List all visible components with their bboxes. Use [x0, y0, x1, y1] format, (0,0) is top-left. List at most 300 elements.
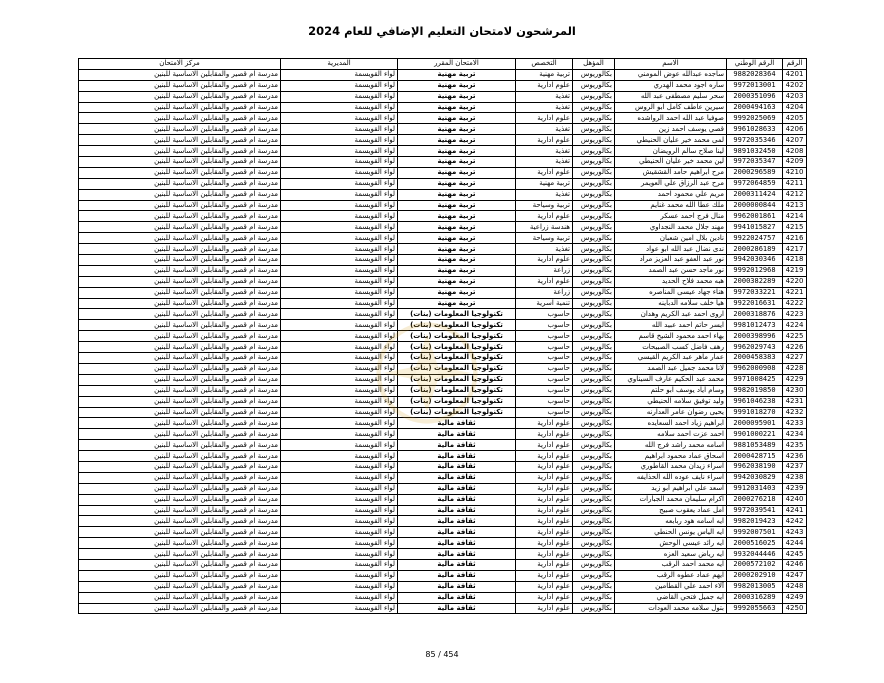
directorate-cell: لواء القويسمة	[281, 407, 398, 418]
national-id-cell: 2000286189	[727, 244, 783, 255]
specialization-cell: علوم ادارية	[516, 570, 573, 581]
qualification-cell: بكالوريوس	[573, 157, 615, 168]
specialization-cell: علوم ادارية	[516, 211, 573, 222]
row-number-cell: 4248	[783, 581, 807, 592]
name-cell: محمد عبد الحكيم عارف السيناوي	[615, 374, 727, 385]
directorate-cell: لواء القويسمة	[281, 91, 398, 102]
national-id-cell: 9982013005	[727, 581, 783, 592]
row-number-cell: 4231	[783, 396, 807, 407]
directorate-cell: لواء القويسمة	[281, 157, 398, 168]
qualification-cell: بكالوريوس	[573, 309, 615, 320]
specialization-cell: حاسوب	[516, 353, 573, 364]
name-cell: ايه جميل فتحي القاضي	[615, 592, 727, 603]
directorate-cell: لواء القويسمة	[281, 516, 398, 527]
qualification-cell: بكالوريوس	[573, 124, 615, 135]
qualification-cell: بكالوريوس	[573, 483, 615, 494]
specialization-cell: علوم ادارية	[516, 472, 573, 483]
national-id-cell: 9882028364	[727, 69, 783, 80]
national-id-cell: 2000202910	[727, 570, 783, 581]
qualification-cell: بكالوريوس	[573, 200, 615, 211]
table-row	[79, 440, 807, 451]
row-number-cell: 4244	[783, 538, 807, 549]
exam-center-cell: مدرسة ام قصير والمقابلين الاساسية للبنين	[79, 418, 281, 429]
exam-center-cell: مدرسة ام قصير والمقابلين الاساسية للبنين	[79, 407, 281, 418]
row-number-cell: 4237	[783, 461, 807, 472]
qualification-cell: بكالوريوس	[573, 538, 615, 549]
exam-center-cell: مدرسة ام قصير والمقابلين الاساسية للبنين	[79, 80, 281, 91]
qualification-cell: بكالوريوس	[573, 549, 615, 560]
specialization-cell: تغذية	[516, 244, 573, 255]
exam-cell: تربية مهنية	[398, 200, 516, 211]
exam-center-cell: مدرسة ام قصير والمقابلين الاساسية للبنين	[79, 527, 281, 538]
exam-center-cell: مدرسة ام قصير والمقابلين الاساسية للبنين	[79, 320, 281, 331]
directorate-cell: لواء القويسمة	[281, 309, 398, 320]
name-cell: ايه رائد عيسى الوحش	[615, 538, 727, 549]
exam-center-cell: مدرسة ام قصير والمقابلين الاساسية للبنين	[79, 396, 281, 407]
table-row	[79, 592, 807, 603]
exam-cell: تربية مهنية	[398, 287, 516, 298]
name-cell: ايه محمد احمد الرقب	[615, 559, 727, 570]
directorate-cell: لواء القويسمة	[281, 167, 398, 178]
row-number-cell: 4218	[783, 255, 807, 266]
qualification-cell: بكالوريوس	[573, 265, 615, 276]
exam-cell: تربية مهنية	[398, 167, 516, 178]
specialization-cell: تغذية	[516, 91, 573, 102]
national-id-cell: 9932044446	[727, 549, 783, 560]
table-row	[79, 385, 807, 396]
exam-center-cell: مدرسة ام قصير والمقابلين الاساسية للبنين	[79, 516, 281, 527]
directorate-cell: لواء القويسمة	[281, 505, 398, 516]
national-id-cell: 9962000908	[727, 363, 783, 374]
exam-cell: تكنولوجيا المعلومات (بنات)	[398, 385, 516, 396]
qualification-cell: بكالوريوس	[573, 233, 615, 244]
table-row	[79, 320, 807, 331]
specialization-cell: علوم ادارية	[516, 461, 573, 472]
national-id-cell: 9962001861	[727, 211, 783, 222]
table-row	[79, 69, 807, 80]
qualification-cell: بكالوريوس	[573, 527, 615, 538]
directorate-cell: لواء القويسمة	[281, 200, 398, 211]
qualification-cell: بكالوريوس	[573, 135, 615, 146]
row-number-cell: 4224	[783, 320, 807, 331]
row-number-cell: 4239	[783, 483, 807, 494]
specialization-cell: تربية وسياحة	[516, 200, 573, 211]
exam-center-cell: مدرسة ام قصير والمقابلين الاساسية للبنين	[79, 146, 281, 157]
specialization-cell: زراعة	[516, 265, 573, 276]
exam-center-cell: مدرسة ام قصير والمقابلين الاساسية للبنين	[79, 353, 281, 364]
exam-cell: ثقافة مالية	[398, 472, 516, 483]
national-id-cell: 9962038190	[727, 461, 783, 472]
qualification-cell: بكالوريوس	[573, 91, 615, 102]
table-row	[79, 603, 807, 614]
exam-center-cell: مدرسة ام قصير والمقابلين الاساسية للبنين	[79, 255, 281, 266]
name-cell: قصي يوسف احمد زين	[615, 124, 727, 135]
national-id-cell: 2000572102	[727, 559, 783, 570]
qualification-cell: بكالوريوس	[573, 494, 615, 505]
national-id-cell: 9971008425	[727, 374, 783, 385]
exam-center-cell: مدرسة ام قصير والمقابلين الاساسية للبنين	[79, 91, 281, 102]
specialization-cell: تربية مهنية	[516, 69, 573, 80]
exam-cell: تكنولوجيا المعلومات (بنات)	[398, 363, 516, 374]
name-cell: آلاء احمد علي القطامين	[615, 581, 727, 592]
page-title: المرشحون لامتحان التعليم الإضافي للعام 2024	[308, 24, 576, 38]
header-name: الاسم	[615, 59, 727, 70]
row-number-cell: 4240	[783, 494, 807, 505]
qualification-cell: بكالوريوس	[573, 331, 615, 342]
qualification-cell: بكالوريوس	[573, 451, 615, 462]
exam-center-cell: مدرسة ام قصير والمقابلين الاساسية للبنين	[79, 494, 281, 505]
row-number-cell: 4207	[783, 135, 807, 146]
name-cell: هبه محمد فلاح الحديد	[615, 276, 727, 287]
national-id-cell: 9941015827	[727, 222, 783, 233]
directorate-cell: لواء القويسمة	[281, 494, 398, 505]
national-id-cell: 9992007501	[727, 527, 783, 538]
qualification-cell: بكالوريوس	[573, 167, 615, 178]
directorate-cell: لواء القويسمة	[281, 244, 398, 255]
row-number-cell: 4238	[783, 472, 807, 483]
directorate-cell: لواء القويسمة	[281, 69, 398, 80]
row-number-cell: 4220	[783, 276, 807, 287]
national-id-cell: 9972013001	[727, 80, 783, 91]
national-id-cell: 2000311424	[727, 189, 783, 200]
row-number-cell: 4205	[783, 113, 807, 124]
row-number-cell: 4245	[783, 549, 807, 560]
national-id-cell: 9922024757	[727, 233, 783, 244]
directorate-cell: لواء القويسمة	[281, 135, 398, 146]
table-row	[79, 516, 807, 527]
exam-cell: تربية مهنية	[398, 244, 516, 255]
name-cell: ايه اسامه هود ربابعه	[615, 516, 727, 527]
exam-cell: تربية مهنية	[398, 146, 516, 157]
specialization-cell: حاسوب	[516, 396, 573, 407]
directorate-cell: لواء القويسمة	[281, 320, 398, 331]
directorate-cell: لواء القويسمة	[281, 451, 398, 462]
directorate-cell: لواء القويسمة	[281, 287, 398, 298]
table-row	[79, 113, 807, 124]
name-cell: ايه رياض سعيد العزه	[615, 549, 727, 560]
row-number-cell: 4222	[783, 298, 807, 309]
row-number-cell: 4230	[783, 385, 807, 396]
exam-cell: ثقافة مالية	[398, 461, 516, 472]
directorate-cell: لواء القويسمة	[281, 396, 398, 407]
table-row	[79, 102, 807, 113]
exam-cell: ثقافة مالية	[398, 570, 516, 581]
exam-center-cell: مدرسة ام قصير والمقابلين الاساسية للبنين	[79, 570, 281, 581]
row-number-cell: 4225	[783, 331, 807, 342]
specialization-cell: علوم ادارية	[516, 418, 573, 429]
exam-center-cell: مدرسة ام قصير والمقابلين الاساسية للبنين	[79, 538, 281, 549]
exam-center-cell: مدرسة ام قصير والمقابلين الاساسية للبنين	[79, 102, 281, 113]
directorate-cell: لواء القويسمة	[281, 581, 398, 592]
header-national-id: الرقم الوطني	[727, 59, 783, 70]
exam-center-cell: مدرسة ام قصير والمقابلين الاساسية للبنين	[79, 69, 281, 80]
exam-center-cell: مدرسة ام قصير والمقابلين الاساسية للبنين	[79, 189, 281, 200]
specialization-cell: تنمية اسرية	[516, 298, 573, 309]
row-number-cell: 4210	[783, 167, 807, 178]
table-row	[79, 331, 807, 342]
directorate-cell: لواء القويسمة	[281, 363, 398, 374]
row-number-cell: 4229	[783, 374, 807, 385]
exam-cell: تربية مهنية	[398, 102, 516, 113]
national-id-cell: 9942030346	[727, 255, 783, 266]
table-row	[79, 157, 807, 168]
name-cell: هناء جهاد عيسى المناصره	[615, 287, 727, 298]
name-cell: بتول سلامه محمد العودات	[615, 603, 727, 614]
exam-center-cell: مدرسة ام قصير والمقابلين الاساسية للبنين	[79, 309, 281, 320]
name-cell: اسامه محمد راشد فرج الله	[615, 440, 727, 451]
national-id-cell: 9922016631	[727, 298, 783, 309]
qualification-cell: بكالوريوس	[573, 418, 615, 429]
row-number-cell: 4242	[783, 516, 807, 527]
table-row	[79, 244, 807, 255]
exam-cell: تكنولوجيا المعلومات (بنات)	[398, 396, 516, 407]
national-id-cell: 9962029743	[727, 342, 783, 353]
directorate-cell: لواء القويسمة	[281, 549, 398, 560]
name-cell: احمد عزت احمد سلامه	[615, 429, 727, 440]
specialization-cell: حاسوب	[516, 407, 573, 418]
directorate-cell: لواء القويسمة	[281, 342, 398, 353]
national-id-cell: 2000458383	[727, 353, 783, 364]
qualification-cell: بكالوريوس	[573, 603, 615, 614]
exam-cell: تربية مهنية	[398, 265, 516, 276]
exam-cell: تربية مهنية	[398, 124, 516, 135]
name-cell: هيا خلف سلامه الدباينه	[615, 298, 727, 309]
qualification-cell: بكالوريوس	[573, 461, 615, 472]
table-row	[79, 472, 807, 483]
exam-cell: تكنولوجيا المعلومات (بنات)	[398, 309, 516, 320]
name-cell: مرح ابراهيم حامد القشقيش	[615, 167, 727, 178]
exam-center-cell: مدرسة ام قصير والمقابلين الاساسية للبنين	[79, 113, 281, 124]
exam-center-cell: مدرسة ام قصير والمقابلين الاساسية للبنين	[79, 276, 281, 287]
table-row	[79, 494, 807, 505]
national-id-cell: 2000382289	[727, 276, 783, 287]
national-id-cell: 9972035347	[727, 157, 783, 168]
exam-center-cell: مدرسة ام قصير والمقابلين الاساسية للبنين	[79, 374, 281, 385]
row-number-cell: 4203	[783, 91, 807, 102]
header-qualification: المؤهل	[573, 59, 615, 70]
national-id-cell: 9992055663	[727, 603, 783, 614]
table-row	[79, 189, 807, 200]
national-id-cell: 9982019423	[727, 516, 783, 527]
specialization-cell: تربية مهنية	[516, 178, 573, 189]
exam-cell: ثقافة مالية	[398, 451, 516, 462]
row-number-cell: 4249	[783, 592, 807, 603]
national-id-cell: 2000351096	[727, 91, 783, 102]
national-id-cell: 9991018270	[727, 407, 783, 418]
qualification-cell: بكالوريوس	[573, 287, 615, 298]
row-number-cell: 4216	[783, 233, 807, 244]
qualification-cell: بكالوريوس	[573, 102, 615, 113]
qualification-cell: بكالوريوس	[573, 222, 615, 233]
table-row	[79, 353, 807, 364]
name-cell: مرح عبد الرزاق علي العويمر	[615, 178, 727, 189]
national-id-cell: 2000296589	[727, 167, 783, 178]
exam-cell: ثقافة مالية	[398, 516, 516, 527]
specialization-cell: تغذية	[516, 157, 573, 168]
qualification-cell: بكالوريوس	[573, 559, 615, 570]
header-exam: الامتحان المقرر	[398, 59, 516, 70]
directorate-cell: لواء القويسمة	[281, 80, 398, 91]
qualification-cell: بكالوريوس	[573, 189, 615, 200]
specialization-cell: تغذية	[516, 102, 573, 113]
name-cell: اسحاق عماد محمود ابراهيم	[615, 451, 727, 462]
exam-cell: ثقافة مالية	[398, 538, 516, 549]
name-cell: رهف فاضل كسب الصبيحات	[615, 342, 727, 353]
national-id-cell: 9992012968	[727, 265, 783, 276]
row-number-cell: 4204	[783, 102, 807, 113]
national-id-cell: 9972064859	[727, 178, 783, 189]
row-number-cell: 4247	[783, 570, 807, 581]
specialization-cell: علوم ادارية	[516, 113, 573, 124]
specialization-cell: حاسوب	[516, 309, 573, 320]
directorate-cell: لواء القويسمة	[281, 592, 398, 603]
table-row	[79, 276, 807, 287]
specialization-cell: حاسوب	[516, 320, 573, 331]
exam-cell: تربية مهنية	[398, 178, 516, 189]
specialization-cell: علوم ادارية	[516, 603, 573, 614]
directorate-cell: لواء القويسمة	[281, 178, 398, 189]
national-id-cell: 2000318876	[727, 309, 783, 320]
specialization-cell: تغذية	[516, 189, 573, 200]
table-row	[79, 581, 807, 592]
specialization-cell: علوم ادارية	[516, 135, 573, 146]
row-number-cell: 4211	[783, 178, 807, 189]
exam-cell: ثقافة مالية	[398, 429, 516, 440]
qualification-cell: بكالوريوس	[573, 211, 615, 222]
header-specialization: التخصص	[516, 59, 573, 70]
exam-cell: ثقافة مالية	[398, 527, 516, 538]
qualification-cell: بكالوريوس	[573, 113, 615, 124]
directorate-cell: لواء القويسمة	[281, 146, 398, 157]
name-cell: ابراهيم زياد احمد السعايده	[615, 418, 727, 429]
table-row	[79, 461, 807, 472]
exam-cell: ثقافة مالية	[398, 418, 516, 429]
exam-cell: ثقافة مالية	[398, 581, 516, 592]
exam-cell: تربية مهنية	[398, 211, 516, 222]
name-cell: مهند جلال محمد النجداوي	[615, 222, 727, 233]
qualification-cell: بكالوريوس	[573, 342, 615, 353]
row-number-cell: 4250	[783, 603, 807, 614]
exam-cell: ثقافة مالية	[398, 603, 516, 614]
specialization-cell: زراعة	[516, 287, 573, 298]
national-id-cell: 9912031403	[727, 483, 783, 494]
directorate-cell: لواء القويسمة	[281, 331, 398, 342]
qualification-cell: بكالوريوس	[573, 592, 615, 603]
national-id-cell: 9992025069	[727, 113, 783, 124]
row-number-cell: 4212	[783, 189, 807, 200]
table-row	[79, 135, 807, 146]
qualification-cell: بكالوريوس	[573, 353, 615, 364]
name-cell: صوفيا عبد الله احمد الرواشده	[615, 113, 727, 124]
exam-center-cell: مدرسة ام قصير والمقابلين الاساسية للبنين	[79, 124, 281, 135]
directorate-cell: لواء القويسمة	[281, 472, 398, 483]
exam-cell: تربية مهنية	[398, 157, 516, 168]
specialization-cell: علوم ادارية	[516, 581, 573, 592]
specialization-cell: حاسوب	[516, 363, 573, 374]
name-cell: ساجده عبدالله عوض المومني	[615, 69, 727, 80]
exam-cell: تكنولوجيا المعلومات (بنات)	[398, 320, 516, 331]
national-id-cell: 2000516025	[727, 538, 783, 549]
directorate-cell: لواء القويسمة	[281, 603, 398, 614]
exam-cell: تربية مهنية	[398, 298, 516, 309]
name-cell: لين محمد خير عليان الحنيطي	[615, 157, 727, 168]
national-id-cell: 2000398996	[727, 331, 783, 342]
national-id-cell: 2000494163	[727, 102, 783, 113]
national-id-cell: 2000276218	[727, 494, 783, 505]
exam-center-cell: مدرسة ام قصير والمقابلين الاساسية للبنين	[79, 592, 281, 603]
specialization-cell: علوم ادارية	[516, 451, 573, 462]
exam-center-cell: مدرسة ام قصير والمقابلين الاساسية للبنين	[79, 461, 281, 472]
directorate-cell: لواء القويسمة	[281, 233, 398, 244]
exam-center-cell: مدرسة ام قصير والمقابلين الاساسية للبنين	[79, 233, 281, 244]
name-cell: لينا صلاح سالم الرويضان	[615, 146, 727, 157]
table-row	[79, 505, 807, 516]
table-row	[79, 298, 807, 309]
specialization-cell: حاسوب	[516, 374, 573, 385]
exam-center-cell: مدرسة ام قصير والمقابلين الاساسية للبنين	[79, 157, 281, 168]
name-cell: اكرام سليمان محمد الجبارات	[615, 494, 727, 505]
directorate-cell: لواء القويسمة	[281, 527, 398, 538]
national-id-cell: 9881053489	[727, 440, 783, 451]
exam-cell: ثقافة مالية	[398, 592, 516, 603]
specialization-cell: تربية وسياحة	[516, 233, 573, 244]
exam-center-cell: مدرسة ام قصير والمقابلين الاساسية للبنين	[79, 603, 281, 614]
table-row	[79, 167, 807, 178]
name-cell: وليد توفيق سلامه الحنيطي	[615, 396, 727, 407]
exam-center-cell: مدرسة ام قصير والمقابلين الاساسية للبنين	[79, 298, 281, 309]
national-id-cell: 9961028633	[727, 124, 783, 135]
qualification-cell: بكالوريوس	[573, 178, 615, 189]
qualification-cell: بكالوريوس	[573, 80, 615, 91]
exam-cell: ثقافة مالية	[398, 440, 516, 451]
directorate-cell: لواء القويسمة	[281, 461, 398, 472]
exam-cell: تربية مهنية	[398, 113, 516, 124]
row-number-cell: 4234	[783, 429, 807, 440]
directorate-cell: لواء القويسمة	[281, 124, 398, 135]
name-cell: ايه الياس يونس الحنطي	[615, 527, 727, 538]
exam-center-cell: مدرسة ام قصير والمقابلين الاساسية للبنين	[79, 244, 281, 255]
qualification-cell: بكالوريوس	[573, 146, 615, 157]
row-number-cell: 4223	[783, 309, 807, 320]
table-row	[79, 418, 807, 429]
national-id-cell: 9982019850	[727, 385, 783, 396]
name-cell: نادين بلال امين شعبان	[615, 233, 727, 244]
name-cell: امل عماد يعقوب صبيح	[615, 505, 727, 516]
qualification-cell: بكالوريوس	[573, 570, 615, 581]
table-row	[79, 363, 807, 374]
specialization-cell: تغذية	[516, 146, 573, 157]
table-row	[79, 255, 807, 266]
row-number-cell: 4213	[783, 200, 807, 211]
qualification-cell: بكالوريوس	[573, 363, 615, 374]
name-cell: منال فرج احمد عسكر	[615, 211, 727, 222]
table-row	[79, 124, 807, 135]
qualification-cell: بكالوريوس	[573, 320, 615, 331]
table-row	[79, 233, 807, 244]
table-row	[79, 451, 807, 462]
name-cell: سيرين عاطف كامل ابو الروس	[615, 102, 727, 113]
directorate-cell: لواء القويسمة	[281, 559, 398, 570]
exam-cell: تربية مهنية	[398, 69, 516, 80]
specialization-cell: علوم ادارية	[516, 483, 573, 494]
exam-cell: تكنولوجيا المعلومات (بنات)	[398, 331, 516, 342]
row-number-cell: 4243	[783, 527, 807, 538]
national-id-cell: 9972039541	[727, 505, 783, 516]
row-number-cell: 4221	[783, 287, 807, 298]
name-cell: عمار ماهر عبد الكريم القيسي	[615, 353, 727, 364]
table-row	[79, 342, 807, 353]
exam-cell: ثقافة مالية	[398, 483, 516, 494]
